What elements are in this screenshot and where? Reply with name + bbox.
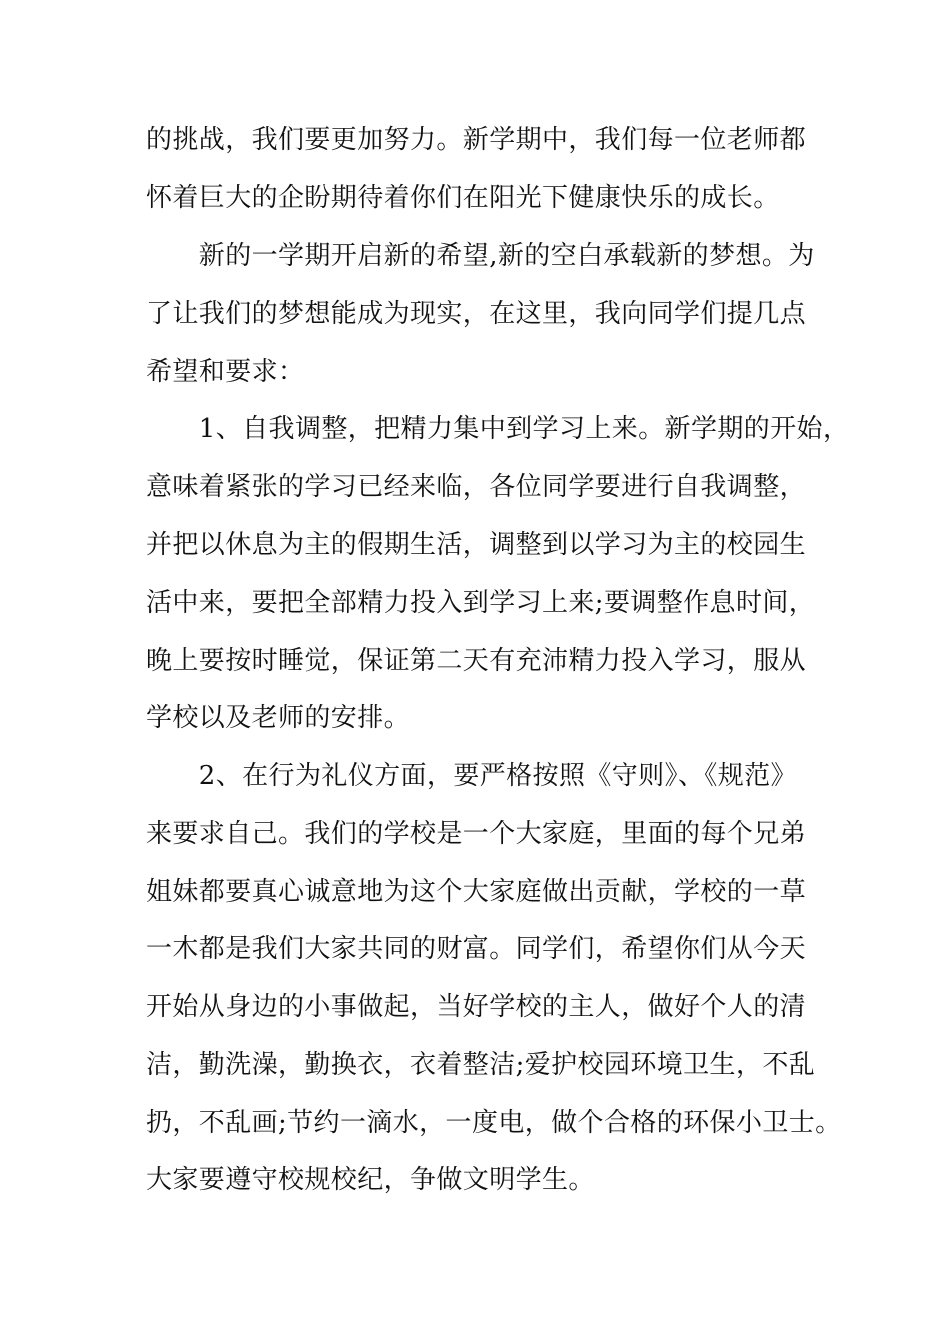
text-line: 扔，不乱画;节约一滴水，一度电，做个合格的环保小卫士。 — [146, 1108, 842, 1138]
text-line: 意味着紧张的学习已经来临，各位同学要进行自我调整， — [146, 472, 807, 502]
text-line: 学校以及老师的安排。 — [146, 703, 411, 733]
text-line: 来要求自己。我们的学校是一个大家庭，里面的每个兄弟 — [146, 819, 807, 849]
text-line: 并把以休息为主的假期生活，调整到以学习为主的校园生 — [146, 530, 807, 560]
text-line: 的挑战，我们要更加努力。新学期中，我们每一位老师都 — [146, 125, 807, 155]
text-line: 怀着巨大的企盼期待着你们在阳光下健康快乐的成长。 — [146, 183, 780, 213]
text-line: 活中来，要把全部精力投入到学习上来;要调整作息时间， — [146, 588, 816, 618]
text-line: 了让我们的梦想能成为现实，在这里，我向同学们提几点 — [146, 299, 807, 329]
text-line: 洁，勤洗澡，勤换衣，衣着整洁;爱护校园环境卫生，不乱 — [146, 1050, 816, 1080]
text-line: 开始从身边的小事做起，当好学校的主人，做好个人的清 — [146, 992, 807, 1022]
text-line: 晚上要按时睡觉，保证第二天有充沛精力投入学习，服从 — [146, 646, 807, 676]
text-line: 2、在行为礼仪方面，要严格按照《守则》、《规范》 — [146, 761, 797, 791]
text-line: 一木都是我们大家共同的财富。同学们，希望你们从今天 — [146, 934, 807, 964]
text-line: 希望和要求： — [146, 357, 305, 387]
text-line: 新的一学期开启新的希望,新的空白承载新的梦想。为 — [146, 241, 815, 271]
text-line: 大家要遵守校规校纪，争做文明学生。 — [146, 1165, 595, 1195]
text-line: 姐妹都要真心诚意地为这个大家庭做出贡献，学校的一草 — [146, 877, 807, 907]
text-line: 1、自我调整，把精力集中到学习上来。新学期的开始， — [146, 414, 850, 444]
